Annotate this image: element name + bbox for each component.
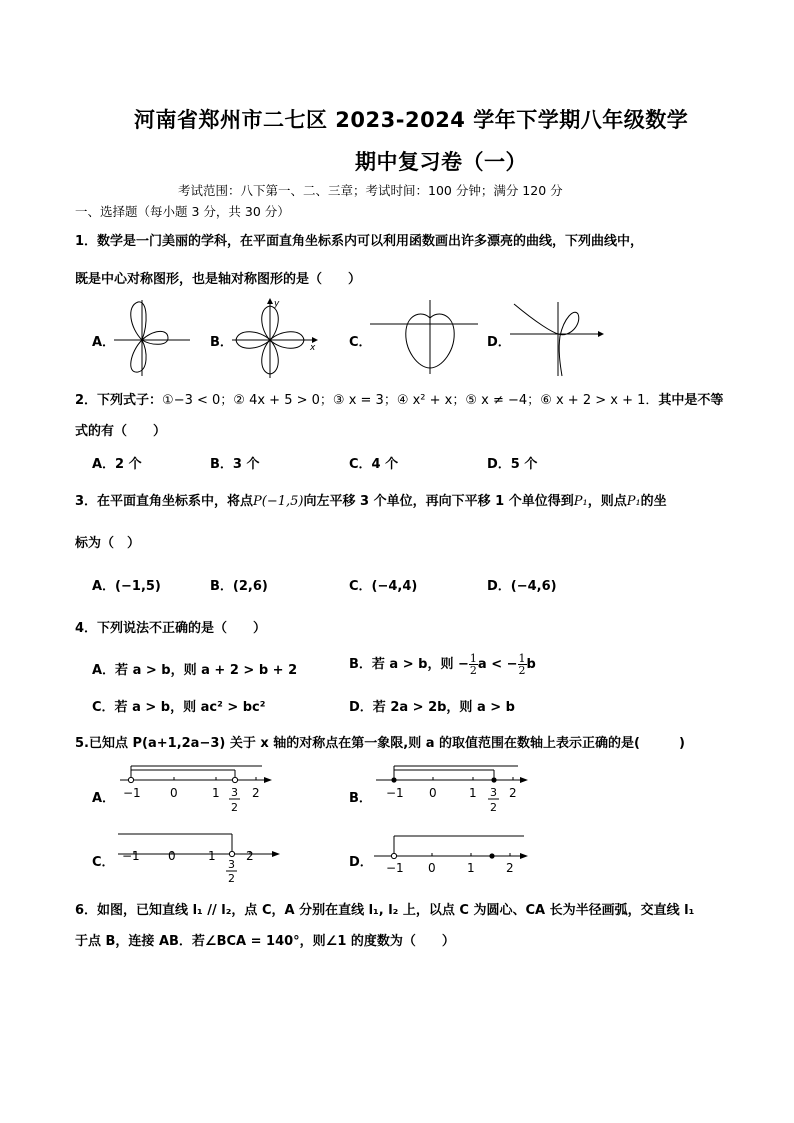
q2-option-c[interactable]: C．4 个 <box>349 457 399 472</box>
q2-line2: 式的有（ ） <box>75 424 167 439</box>
q5-numberline-a <box>116 760 276 820</box>
q5-option-c-label: C． <box>92 855 115 870</box>
q4-option-b[interactable] <box>349 653 536 676</box>
q5a-tick-2: 2 <box>252 786 260 800</box>
q5c-tick-n1: −1 <box>122 849 140 863</box>
exam-info: 考试范围：八下第一、二、三章；考试时间：100 分钟；满分 120 分 <box>178 183 563 198</box>
q5a-frac-num: 3 <box>231 786 238 799</box>
q5b-tick-n1: −1 <box>386 786 404 800</box>
q5b-frac-num: 3 <box>490 786 497 799</box>
q2-option-b[interactable]: B．3 个 <box>210 457 260 472</box>
q5a-tick-n1: −1 <box>123 786 141 800</box>
q1-graph-d <box>508 298 604 378</box>
q2-lead: 2．下列式子： <box>75 393 163 408</box>
q2-option-a[interactable]: A．2 个 <box>92 457 142 472</box>
q1-line2: 既是中心对称图形，也是轴对称图形的是（ ） <box>75 272 362 287</box>
q5b-tick-0: 0 <box>429 786 437 800</box>
q3-point: P(−1,5) <box>253 494 304 509</box>
q5a-frac-den: 2 <box>231 801 238 814</box>
q3-option-c[interactable]: C．(−4,4) <box>349 579 418 594</box>
q5d-tick-1: 1 <box>467 861 475 875</box>
q3-text-a: 3．在平面直角坐标系中，将点 <box>75 494 254 509</box>
q5b-frac-den: 2 <box>490 801 497 814</box>
q4-option-a[interactable]: A．若 a > b，则 a + 2 > b + 2 <box>92 663 298 678</box>
q5a-tick-1: 1 <box>212 786 220 800</box>
q4-frac-1-den: 2 <box>469 664 477 677</box>
q3-text-b: 向左平移 3 个单位，再向下平移 1 个单位得到 <box>303 494 574 509</box>
section-heading: 一、选择题（每小题 3 分，共 30 分） <box>75 204 290 219</box>
q5c-frac-den: 2 <box>228 872 235 885</box>
q1-graph-b <box>230 296 320 380</box>
q1-axis-y-label: y <box>274 299 280 309</box>
q4-option-b-mid: a < − <box>477 657 518 672</box>
q2-tail: 其中是不等 <box>658 393 724 408</box>
q5-line1: 5.已知点 P(a+1,2a−3) 关于 x 轴的对称点在第一象限,则 a 的取值范围在数轴上表示正确的是( ) <box>75 736 685 751</box>
q6-line1: 6．如图，已知直线 l₁ // l₂，点 C，A 分别在直线 l₁, l₂ 上，以点 C 为圆心、CA 长为半径画弧，交直线 l₁ <box>75 903 695 918</box>
q4-option-b-pre: B．若 a > b，则 − <box>349 657 469 672</box>
q4-option-d[interactable]: D．若 2a > 2b，则 a > b <box>349 700 515 715</box>
q4-frac-1-num: 1 <box>469 652 477 665</box>
q2-item-3: ③ x = 3； <box>332 393 397 408</box>
q1-option-a-label: A． <box>92 335 116 350</box>
q4-option-c[interactable]: C．若 a > b，则 ac² > bc² <box>92 700 266 715</box>
q3-option-a[interactable]: A．(−1,5) <box>92 579 161 594</box>
q5b-tick-1: 1 <box>469 786 477 800</box>
q5-numberline-d <box>372 826 542 886</box>
q4-frac-2 <box>518 653 527 676</box>
q2-item-6: ⑥ x + 2 > x + 1． <box>540 393 659 408</box>
q1-graph-a <box>112 298 192 378</box>
q3-option-d[interactable]: D．(−4,6) <box>487 579 557 594</box>
q5c-tick-2: 2 <box>246 849 254 863</box>
q3-p1-again: P₁ <box>626 494 641 509</box>
q3-option-b[interactable]: B．(2,6) <box>210 579 268 594</box>
q5d-tick-2: 2 <box>506 861 514 875</box>
q5c-tick-1: 1 <box>208 849 216 863</box>
page-title-line2: 期中复习卷（一） <box>355 150 527 174</box>
q1-graph-c <box>368 298 480 376</box>
q3-text-d: 的坐 <box>640 494 667 509</box>
q3-line1 <box>75 490 667 509</box>
q2-item-4: ④ x² + x； <box>396 393 466 408</box>
q5a-tick-0: 0 <box>170 786 178 800</box>
q2-line1 <box>75 389 723 408</box>
q4-frac-2-num: 1 <box>518 652 526 665</box>
q5d-tick-0: 0 <box>428 861 436 875</box>
q5d-tick-n1: −1 <box>386 861 404 875</box>
q2-item-2: ② 4x + 5 > 0； <box>233 393 333 408</box>
page-title-line1: 河南省郑州市二七区 2023-2024 学年下学期八年级数学 <box>134 108 689 132</box>
q4-option-b-end: b <box>526 657 536 672</box>
q2-item-5: ⑤ x ≠ −4； <box>465 393 541 408</box>
q1-option-c-label: C． <box>349 335 372 350</box>
q1-option-b-label: B． <box>210 335 233 350</box>
q2-option-d[interactable]: D．5 个 <box>487 457 538 472</box>
q1-line1: 1．数学是一门美丽的学科，在平面直角坐标系内可以利用函数画出许多漂亮的曲线，下列曲线中， <box>75 234 644 249</box>
q2-item-1: ①−3 < 0； <box>162 393 234 408</box>
q4-frac-2-den: 2 <box>518 664 526 677</box>
q4-line1: 4．下列说法不正确的是（ ） <box>75 621 267 636</box>
q5-option-b-label: B． <box>349 791 372 806</box>
q1-axis-x-label: x <box>310 343 316 353</box>
q6-line2: 于点 B，连接 AB．若∠BCA = 140°，则∠1 的度数为（ ） <box>75 934 455 949</box>
q3-line2: 标为（ ） <box>75 536 141 551</box>
q5-numberline-b <box>372 760 532 820</box>
q4-frac-1 <box>469 653 478 676</box>
q5c-frac-num: 3 <box>228 858 235 871</box>
q1-option-d-label: D． <box>487 335 511 350</box>
q5-option-d-label: D． <box>349 855 373 870</box>
q3-text-c: ，则点 <box>587 494 627 509</box>
q5-numberline-c <box>116 826 286 886</box>
q5-option-a-label: A． <box>92 791 116 806</box>
q5b-tick-2: 2 <box>509 786 517 800</box>
q5c-tick-0: 0 <box>168 849 176 863</box>
q3-p1: P₁ <box>573 494 588 509</box>
